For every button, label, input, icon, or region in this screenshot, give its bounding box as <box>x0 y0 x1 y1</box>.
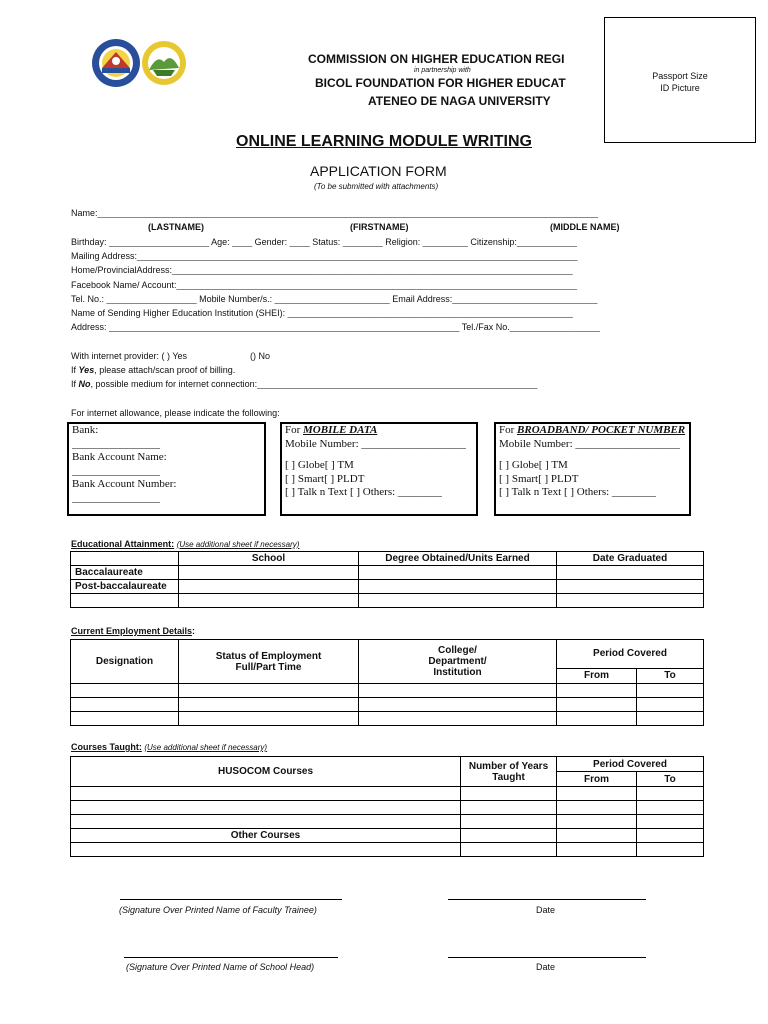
course-cell[interactable] <box>637 829 704 843</box>
broadband-title <box>499 424 686 438</box>
courses-other-label: Other Courses <box>71 829 461 843</box>
form-subtitle: APPLICATION FORM <box>310 163 447 179</box>
emp-status-line1: Status of Employment <box>215 650 322 662</box>
mobile-number-line[interactable]: Mobile Number: ___________________ <box>285 437 466 450</box>
emp-cell[interactable] <box>71 684 179 698</box>
name-field[interactable]: Name:____________________________________________________________________________________________________ <box>71 208 599 218</box>
if-no-line[interactable] <box>71 379 651 389</box>
mobile-data-box <box>280 422 478 516</box>
emp-cell[interactable] <box>71 698 179 712</box>
edu-cell[interactable] <box>557 566 704 580</box>
edu-col-date: Date Graduated <box>557 552 704 566</box>
if-no-word: No <box>78 379 91 389</box>
broadband-number-line[interactable]: Mobile Number: ___________________ <box>499 437 680 450</box>
course-cell[interactable] <box>461 787 557 801</box>
courses-note: (Use additional sheet if necessary) <box>144 743 268 752</box>
bfhe-logo <box>141 40 187 86</box>
broadband-title-text: BROADBAND/ POCKET NUMBER <box>517 424 686 436</box>
course-cell[interactable] <box>637 815 704 829</box>
course-cell[interactable] <box>557 829 637 843</box>
course-cell[interactable] <box>71 801 461 815</box>
course-cell[interactable] <box>637 787 704 801</box>
courses-table <box>70 756 704 857</box>
emp-cell[interactable] <box>359 698 557 712</box>
course-cell[interactable] <box>71 815 461 829</box>
courses-col-to: To <box>637 772 704 787</box>
if-no-prefix: If <box>71 379 79 389</box>
edu-cell[interactable] <box>179 566 359 580</box>
middlename-label: (MIDDLE NAME) <box>550 222 620 232</box>
if-yes-line <box>71 365 235 375</box>
internet-provider-no[interactable]: () No <box>250 351 270 361</box>
header-line2: in partnership with <box>414 67 471 74</box>
bank-account-name-line[interactable]: ________________ <box>72 464 160 477</box>
emp-col-college <box>359 640 557 684</box>
shei-field[interactable]: Name of Sending Higher Education Institution (SHEI): _________________________________________________________ <box>71 308 573 318</box>
course-cell[interactable] <box>461 829 557 843</box>
emp-college-line3: Institution <box>433 667 482 678</box>
bank-box <box>67 422 266 516</box>
emp-cell[interactable] <box>359 712 557 726</box>
employment-heading <box>71 626 195 636</box>
address-row[interactable]: Address: ______________________________________________________________________ Tel./Fax No.__________________ <box>71 322 600 332</box>
courses-col-years <box>461 757 557 787</box>
emp-col-to: To <box>637 668 704 683</box>
bank-account-number-label: Bank Account Number: <box>72 478 177 490</box>
if-yes-prefix: If <box>71 365 79 375</box>
firstname-label: (FIRSTNAME) <box>350 222 409 232</box>
emp-cell[interactable] <box>179 712 359 726</box>
edu-row-baccalaureate: Baccalaureate <box>71 566 179 580</box>
edu-cell[interactable] <box>557 580 704 594</box>
mobile-option-2[interactable]: [ ] Smart[ ] PLDT <box>285 472 365 485</box>
edu-cell[interactable] <box>71 594 179 608</box>
passport-label-2: ID Picture <box>660 83 700 93</box>
emp-status-line2: Full/Part Time <box>235 661 302 673</box>
edu-corner <box>71 552 179 566</box>
bank-label: Bank: <box>72 424 99 436</box>
edu-cell[interactable] <box>359 580 557 594</box>
head-signature-line[interactable] <box>124 957 338 958</box>
edu-cell[interactable] <box>359 594 557 608</box>
contact-row[interactable]: Tel. No.: __________________ Mobile Number/s.: _______________________ Email Address:_____________________________ <box>71 294 598 304</box>
employment-label: Current Employment Details <box>71 626 193 636</box>
faculty-date-line[interactable] <box>448 899 646 900</box>
emp-college-line1: College/ <box>438 645 477 656</box>
employment-colon: : <box>192 626 196 636</box>
edu-cell[interactable] <box>179 594 359 608</box>
courses-label: Courses Taught: <box>71 742 142 752</box>
course-cell[interactable] <box>557 843 637 857</box>
head-date-label: Date <box>536 962 556 972</box>
form-title: ONLINE LEARNING MODULE WRITING <box>236 133 532 150</box>
birthday-row[interactable]: Birthday: ____________________ Age: ____ Gender: ____ Status: ________ Religion: _________ Citizenship:____________ <box>71 237 577 247</box>
courses-col-husocom: HUSOCOM Courses <box>71 757 461 787</box>
mailing-address-field[interactable]: Mailing Address:________________________________________________________________________________________ <box>71 251 578 261</box>
mobile-option-3[interactable]: [ ] Talk n Text [ ] Others: ________ <box>285 486 442 498</box>
allowance-label: For internet allowance, please indicate the following: <box>71 408 280 418</box>
edu-row-post-baccalaureate: Post-baccalaureate <box>71 580 179 594</box>
course-cell[interactable] <box>461 801 557 815</box>
bank-line[interactable]: ________________ <box>72 437 160 450</box>
passport-photo-box <box>604 17 756 143</box>
emp-cell[interactable] <box>557 684 637 698</box>
course-cell[interactable] <box>557 815 637 829</box>
passport-label-1: Passport Size <box>652 71 708 81</box>
course-cell[interactable] <box>637 843 704 857</box>
emp-col-from: From <box>557 668 637 683</box>
faculty-date-label: Date <box>536 905 556 915</box>
mobile-data-title <box>285 424 473 438</box>
course-cell[interactable] <box>637 801 704 815</box>
header-line1: COMMISSION ON HIGHER EDUCATION REGI <box>308 52 565 66</box>
form-note: (To be submitted with attachments) <box>314 182 439 191</box>
faculty-signature-line[interactable] <box>120 899 342 900</box>
emp-col-designation: Designation <box>71 640 179 684</box>
head-date-line[interactable] <box>448 957 646 958</box>
faculty-signature-label: (Signature Over Printed Name of Faculty Trainee) <box>119 905 317 915</box>
emp-cell[interactable] <box>359 684 557 698</box>
if-yes-word: Yes <box>78 365 95 375</box>
lastname-label: (LASTNAME) <box>148 222 204 232</box>
education-note: (Use additional sheet if necessary) <box>176 540 300 549</box>
emp-college-line2: Department/ <box>428 656 487 667</box>
bank-account-name-label: Bank Account Name: <box>72 451 167 463</box>
bank-account-number-line[interactable]: ________________ <box>72 491 160 504</box>
edu-cell[interactable] <box>557 594 704 608</box>
broadband-box <box>494 422 691 516</box>
emp-col-period: Period Covered <box>557 640 704 669</box>
mobile-title: MOBILE DATA <box>303 424 378 436</box>
courses-col-from: From <box>557 772 637 787</box>
emp-cell[interactable] <box>557 712 637 726</box>
emp-cell[interactable] <box>179 684 359 698</box>
emp-col-status <box>179 640 359 684</box>
facebook-field[interactable]: Facebook Name/ Account:________________________________________________________________________________ <box>71 280 577 290</box>
emp-cell[interactable] <box>179 698 359 712</box>
courses-heading <box>71 742 267 752</box>
course-cell[interactable] <box>557 801 637 815</box>
broadband-option-1[interactable]: [ ] Globe[ ] TM <box>499 459 568 471</box>
mobile-for: For <box>285 424 304 436</box>
edu-cell[interactable] <box>359 566 557 580</box>
education-heading <box>71 539 299 549</box>
courses-years-line2: Taught <box>492 771 525 783</box>
head-signature-label: (Signature Over Printed Name of School Head) <box>126 962 315 972</box>
internet-provider-yes[interactable]: With internet provider: ( ) Yes <box>71 351 188 361</box>
edu-cell[interactable] <box>179 580 359 594</box>
courses-col-period: Period Covered <box>557 757 704 772</box>
header-line3: BICOL FOUNDATION FOR HIGHER EDUCAT <box>315 76 566 90</box>
if-yes-rest: , please attach/scan proof of billing. <box>94 365 236 375</box>
course-cell[interactable] <box>461 843 557 857</box>
course-cell[interactable] <box>71 787 461 801</box>
emp-cell[interactable] <box>637 684 704 698</box>
header-line4: ATENEO DE NAGA UNIVERSITY <box>368 94 551 108</box>
course-cell[interactable] <box>71 843 461 857</box>
employment-table <box>70 639 704 726</box>
course-cell[interactable] <box>461 815 557 829</box>
emp-cell[interactable] <box>637 712 704 726</box>
emp-cell[interactable] <box>637 698 704 712</box>
edu-col-school: School <box>179 552 359 566</box>
emp-cell[interactable] <box>557 698 637 712</box>
courses-years-line1: Number of Years <box>468 760 549 772</box>
broadband-for: For <box>499 424 518 436</box>
education-table <box>70 551 704 608</box>
mobile-option-1[interactable]: [ ] Globe[ ] TM <box>285 459 354 471</box>
ched-seal-logo <box>91 38 141 88</box>
emp-cell[interactable] <box>71 712 179 726</box>
education-label: Educational Attainment: <box>71 539 175 549</box>
home-address-field[interactable]: Home/ProvincialAddress:________________________________________________________________________________ <box>71 265 573 275</box>
broadband-option-3[interactable]: [ ] Talk n Text [ ] Others: ________ <box>499 486 656 498</box>
edu-col-degree: Degree Obtained/Units Earned <box>359 552 557 566</box>
course-cell[interactable] <box>557 787 637 801</box>
broadband-option-2[interactable]: [ ] Smart[ ] PLDT <box>499 472 579 485</box>
if-no-rest: , possible medium for internet connection:________________________________________________________ <box>90 379 538 389</box>
